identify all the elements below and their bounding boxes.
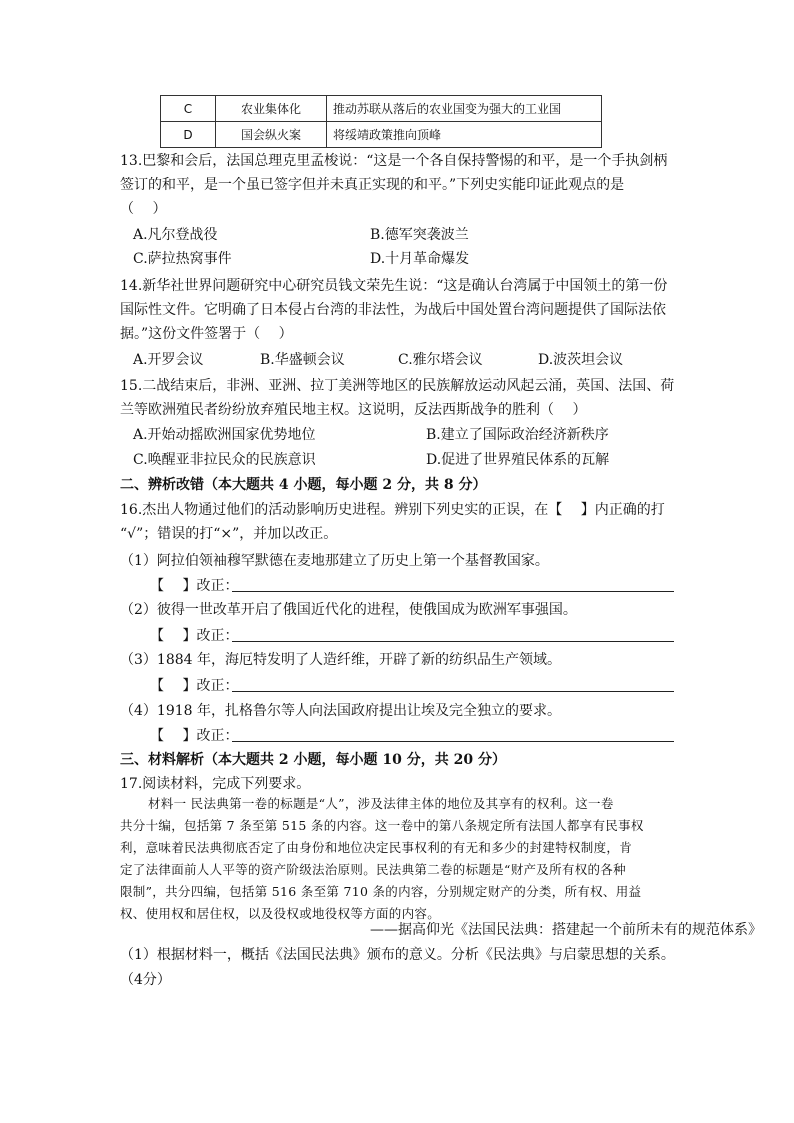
statement-2: （2）彼得一世改革开启了俄国近代化的进程，使俄国成为欧洲军事强国。 [120,602,577,618]
correction-answer-line-1[interactable] [232,591,674,592]
question-15-option-c: C.唤醒亚非拉民众的民族意识 [133,452,316,468]
material-line-2: 共分十编，包括第 7 条至第 515 条的内容。这一卷中的第八条规定所有法国人都享有民事权 [120,818,644,833]
question-14-line-2: 国际性文件。它明确了日本侵占台湾的非法性，为战后中国处置台湾问题提供了国际法依 [120,302,666,318]
section-2-heading: 二、辨析改错（本大题共 4 小题，每小题 2 分，共 8 分） [120,477,487,493]
question-13-option-d: D.十月革命爆发 [370,251,470,267]
question-13-line-1: 13.巴黎和会后，法国总理克里孟梭说：“这是一个各自保持警惕的和平，是一个手执剑柄 [120,153,668,169]
question-15-option-d: D.促进了世界殖民体系的瓦解 [426,452,610,468]
option-description: 推动苏联从落后的农业国变为强大的工业国 [327,96,602,122]
material-source: ——据高仰光《法国民法典：搭建起一个前所未有的规范体系》 [370,922,762,938]
material-line-5: 限制”，共分四编，包括第 516 条至第 710 条的内容，分别规定财产的分类，所有权、用益 [120,884,642,899]
requirement-1-line-1: （1）根据材料一，概括《法国民法典》颁布的意义。分析《民法典》与启蒙思想的关系。 [120,947,675,963]
question-14-option-a: A.开罗会议 [133,352,204,368]
option-letter: D [161,122,216,148]
question-14-option-c: C.雅尔塔会议 [398,352,483,368]
statement-1: （1）阿拉伯领袖穆罕默德在麦地那建立了历史上第一个基督教国家。 [120,553,549,569]
material-line-6: 权、使用权和居住权，以及役权或地役权等方面的内容。 [120,906,441,921]
statement-3: （3）1884 年，海厄特发明了人造纤维，开辟了新的纺织品生产领域。 [120,652,561,668]
question-14-option-b: B.华盛顿会议 [260,352,345,368]
table-row [161,96,602,122]
section-3-heading: 三、材料解析（本大题共 2 小题，每小题 10 分，共 20 分） [120,752,506,768]
option-term: 国会纵火案 [216,122,327,148]
question-15-option-b: B.建立了国际政治经济新秩序 [426,427,609,443]
correction-answer-line-3[interactable] [232,691,674,692]
question-16-line-1: 16.杰出人物通过他们的活动影响历史进程。辨别下列史实的正误，在【 】内正确的打 [120,502,665,518]
question-15-line-1: 15.二战结束后，非洲、亚洲、拉丁美洲等地区的民族解放运动风起云涌，英国、法国、荷 [120,378,675,394]
question-14-option-d: D.波茨坦会议 [538,352,624,368]
option-term: 农业集体化 [216,96,327,122]
correction-label-2: 【 】改正： [150,628,239,644]
question-13-option-a: A.凡尔登战役 [133,227,218,243]
correction-answer-line-4[interactable] [232,741,674,742]
question-13-option-b: B.德军突袭波兰 [370,227,469,243]
question-13-line-2: 签订的和平，是一个虽已签字但并未真正实现的和平。”下列史实能印证此观点的是 [120,177,625,193]
correction-label-4: 【 】改正： [150,728,239,744]
statement-4: （4）1918 年，扎格鲁尔等人向法国政府提出让埃及完全独立的要求。 [120,703,561,719]
material-line-1: 材料一 民法典第一卷的标题是“人”，涉及法律主体的地位及其享有的权利。这一卷 [148,796,614,811]
question-14-line-3: 据。”这份文件签署于（ ） [120,326,293,342]
question-16-line-2: “√”；错误的打“×”，并加以改正。 [120,526,338,542]
option-description: 将绥靖政策推向顶峰 [327,122,602,148]
question-15-line-2: 兰等欧洲殖民者纷纷放弃殖民地主权。这说明，反法西斯战争的胜利（ ） [120,402,587,418]
answer-options-table [160,95,602,148]
correction-label-1: 【 】改正： [150,578,239,594]
question-14-line-1: 14.新华社世界问题研究中心研究员钱文荣先生说：“这是确认台湾属于中国领土的第一份 [120,278,668,294]
question-13-option-c: C.萨拉热窝事件 [133,251,232,267]
question-13-line-3: （ ） [120,201,167,217]
requirement-1-line-2: （4分） [120,972,171,988]
material-line-3: 利，意味着民法典彻底否定了由身份和地位决定民事权利的有无和多少的封建特权制度，肯 [120,840,633,855]
question-15-option-a: A.开始动摇欧洲国家优势地位 [133,427,316,443]
correction-label-3: 【 】改正： [150,678,239,694]
question-17-intro: 17.阅读材料，完成下列要求。 [120,776,311,792]
correction-answer-line-2[interactable] [232,641,674,642]
table-row [161,122,602,148]
option-letter: C [161,96,216,122]
material-line-4: 定了法律面前人人平等的资产阶级法治原则。民法典第二卷的标题是“财产及所有权的各种 [120,862,626,877]
